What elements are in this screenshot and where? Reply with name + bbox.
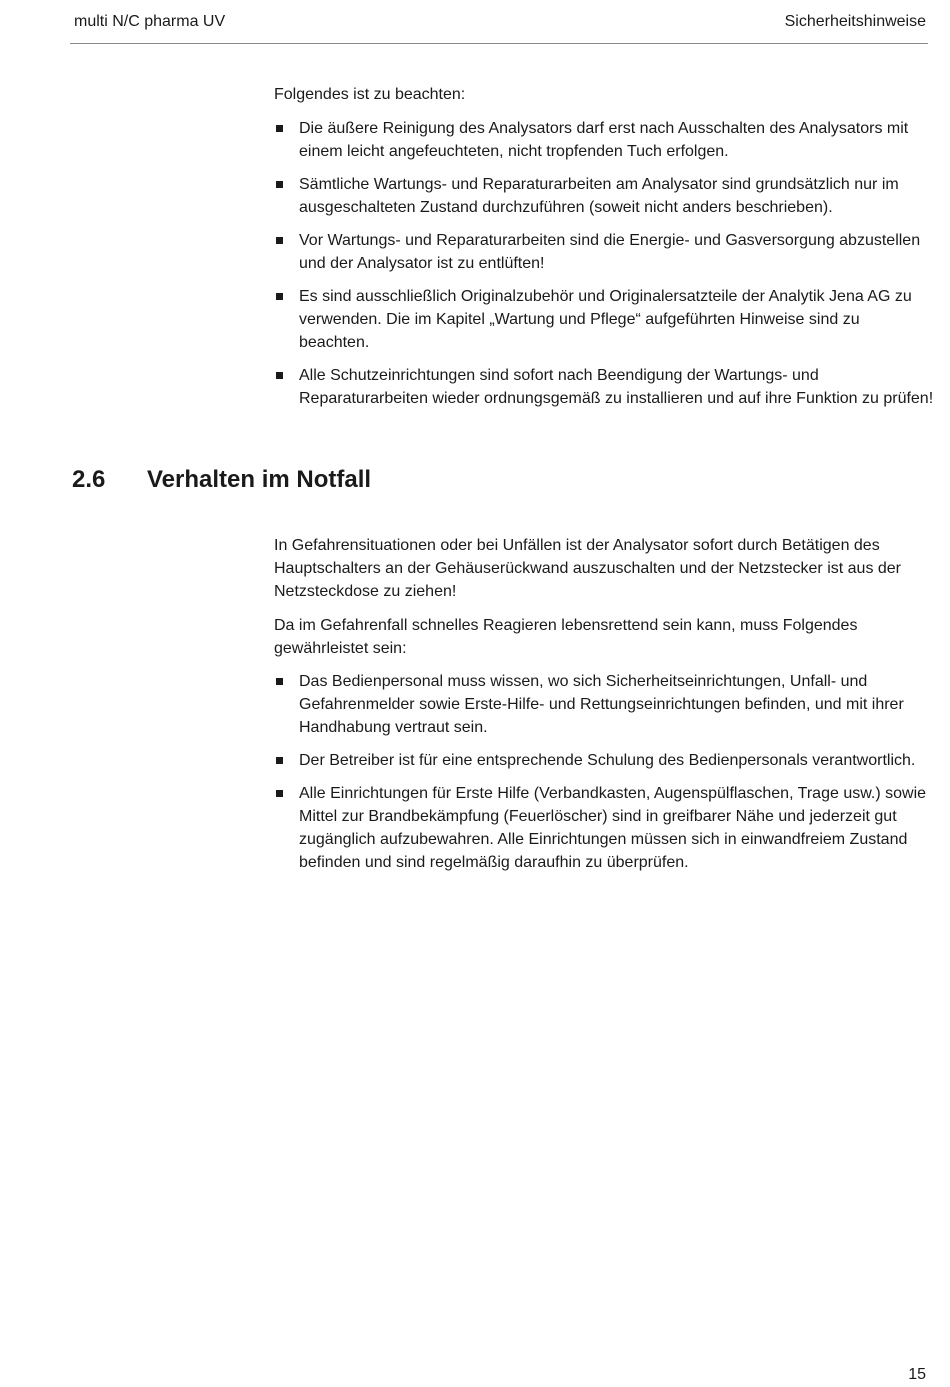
page-number: 15 [908, 1366, 926, 1383]
list-item: Alle Einrichtungen für Erste Hilfe (Verbandkasten, Augenspülflaschen, Trage usw.) sowie Mittel zur Brandbekämpfung (Feuerlöscher) sind in greifbarer Nähe und jederzeit gut zugänglich aufzubewahren. Alle Einrichtungen müssen sich in einwandfreiem Zustand befinden und sind regelmäßig daraufhin zu überprüfen. [274, 782, 934, 874]
section-number: 2.6 [72, 466, 106, 493]
emergency-paragraph: In Gefahrensituationen oder bei Unfällen ist der Analysator sofort durch Betätigen des Hauptschalters an der Gehäuserückwand auszuschalten und der Netzstecker ist aus der Netzsteckdose zu ziehen! [274, 537, 902, 600]
list-item: Es sind ausschließlich Originalzubehör und Originalersatzteile der Analytik Jena AG zu verwenden. Die im Kapitel „Wartung und Pflege“ aufgeführten Hinweise sind zu beachten. [274, 285, 934, 354]
list-item: Das Bedienpersonal muss wissen, wo sich Sicherheitseinrichtungen, Unfall- und Gefahrenmelder sowie Erste-Hilfe- und Rettungseinrichtungen befinden, und mit ihrer Handhabung vertraut sein. [274, 670, 934, 739]
emergency-list [274, 670, 934, 884]
emergency-paragraph: Da im Gefahrenfall schnelles Reagieren lebensrettend sein kann, muss Folgendes gewährleistet sein: [274, 617, 858, 657]
header-chapter: Sicherheitshinweise [784, 13, 926, 30]
section-title: Verhalten im Notfall [147, 466, 372, 493]
list-item: Die äußere Reinigung des Analysators darf erst nach Ausschalten des Analysators mit einem leicht angefeuchteten, nicht tropfenden Tuch erfolgen. [274, 117, 934, 163]
list-item: Sämtliche Wartungs- und Reparaturarbeiten am Analysator sind grundsätzlich nur im ausgeschalteten Zustand durchzuführen (soweit nicht anders beschrieben). [274, 173, 934, 219]
list-item: Der Betreiber ist für eine entsprechende Schulung des Bedienpersonals verantwortlich. [274, 749, 934, 772]
header-product: multi N/C pharma UV [74, 13, 226, 30]
list-item: Alle Schutzeinrichtungen sind sofort nach Beendigung der Wartungs- und Reparaturarbeiten wieder ordnungsgemäß zu installieren und auf ihre Funktion zu prüfen! [274, 364, 934, 410]
intro-text: Folgendes ist zu beachten: [274, 86, 466, 103]
section-heading [72, 466, 371, 494]
list-item: Vor Wartungs- und Reparaturarbeiten sind die Energie- und Gasversorgung abzustellen und der Analysator ist zu entlüften! [274, 229, 934, 275]
maintenance-list [274, 117, 934, 420]
page-header [70, 0, 928, 44]
